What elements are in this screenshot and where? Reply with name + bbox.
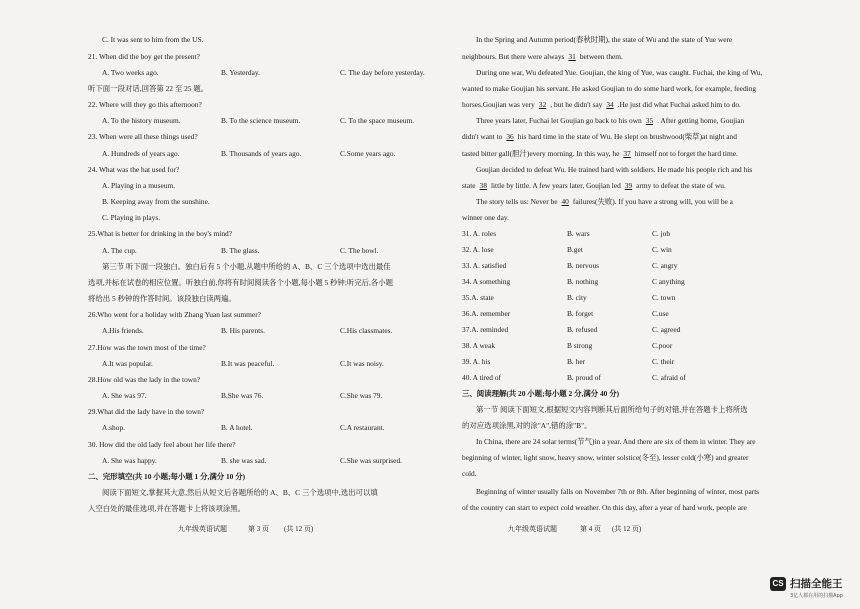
passage-line: tasted bitter gall(胆汁)every morning. In this way, he 37 himself not to forget the hard time. [462, 149, 738, 158]
option-a: A. Playing in a museum. [102, 181, 176, 190]
option-b: B. Keeping away from the sunshine. [102, 197, 210, 206]
blank-40: 40 [561, 197, 569, 206]
part-heading: 三、阅读理解(共 20 小题;每小题 2 分,满分 40 分) [462, 389, 620, 398]
footer-page: 第 3 页 [248, 525, 269, 533]
question-21: 21. When did the boy get the present? [88, 52, 200, 61]
part-heading: 二、完形填空(共 10 小题;每小题 1 分,满分 10 分) [88, 472, 246, 481]
blank-39: 39 [624, 181, 633, 190]
option-c: C.His classmates. [340, 326, 393, 335]
option-a: A. Hundreds of years ago. [102, 149, 180, 158]
footer-page: 第 4 页 [580, 525, 601, 533]
option-b: B. she was sad. [221, 456, 267, 465]
cloze-option-c: C anything [652, 277, 685, 286]
cloze-option-c: C. their [652, 357, 675, 366]
passage-line: neighbours. But there were always 31 between them. [462, 52, 623, 61]
instruction-line: 第一节 阅读下面短文,根据短文内容判断其后面所给句子的对错,并在答题卡上将所选 [476, 405, 748, 414]
cloze-option-a: 34. A something [462, 277, 511, 286]
option-b: B. A hotel. [221, 423, 253, 432]
passage-line: horses.Goujian was very 32 , but he didn't say 34 .He just did what Fuchai asked him to do. [462, 100, 741, 109]
passage-line: winner one day. [462, 213, 509, 222]
blank-34: 34 [606, 100, 614, 109]
passage-line: During one war, Wu defeated Yue. Goujian, the king of Yue, was caught. Fuchai, the king of Wu, [476, 68, 763, 77]
logo-name: 扫描全能王 [790, 578, 843, 590]
option-b: B. Thousands of years ago. [221, 149, 302, 158]
cloze-option-b: B. nothing [567, 277, 599, 286]
question-24: 24. What was the hat used for? [88, 165, 180, 174]
passage-line: In China, there are 24 solar terms(节气)in a year. And there are six of them in winter. They are [476, 437, 756, 446]
question-23: 23. When were all these things used? [88, 132, 198, 141]
cloze-option-a: 38. A weak [462, 341, 496, 350]
option-c: C.Some years ago. [340, 149, 396, 158]
blank-35: 35 [645, 116, 654, 125]
cloze-option-a: 33. A. satisfied [462, 261, 507, 270]
cloze-option-c: C. agreed [652, 325, 681, 334]
passage-line: state 38 little by little. A few years later, Goujian led 39 army to defeat the state of wu. [462, 181, 726, 190]
cloze-option-c: C. angry [652, 261, 678, 270]
cloze-option-b: B strong [567, 341, 593, 350]
option-a: A.His friends. [102, 326, 144, 335]
option-b: B. To the science museum. [221, 116, 301, 125]
question-30: 30. How did the old lady feel about her life there? [88, 440, 236, 449]
cloze-option-c: C.use [652, 309, 669, 318]
cloze-option-c: C. win [652, 245, 672, 254]
cloze-option-c: C. job [652, 229, 671, 238]
option-b: B.She was 76. [221, 391, 264, 400]
option-a: A. She was happy. [102, 456, 157, 465]
cloze-option-a: 36.A. remember [462, 309, 511, 318]
instruction-line: 阅读下面短文,掌握其大意,然后从短文后各题所给的 A、B、C 三个选项中,选出可以填 [102, 488, 378, 497]
option-a: A. She was 97. [102, 391, 147, 400]
cloze-option-a: 32. A. lose [462, 245, 494, 254]
option-b: B. His parents. [221, 326, 265, 335]
passage-line: cold. [462, 469, 477, 478]
instruction-line: 的对应选项涂黑,对的涂"A",错的涂"B"。 [462, 421, 592, 430]
option-c: C.She was surprised. [340, 456, 402, 465]
section-instruction: 将给出 5 秒钟的作答时间。该段独白读两遍。 [88, 294, 236, 303]
passage-line: beginning of winter, light snow, heavy snow, winter solstice(冬至), lesser cold(小寒) and greater [462, 453, 749, 462]
option-a: A. To the history museum. [102, 116, 181, 125]
question-27: 27.How was the town most of the time? [88, 343, 206, 352]
cloze-option-a: 31. A. roles [462, 229, 497, 238]
cloze-option-b: B. refused [567, 325, 598, 334]
blank-31: 31 [568, 52, 576, 61]
option-a: A. Two weeks ago. [102, 68, 159, 77]
passage-line: The story tells us: Never be 40 failures(失败). If you have a strong will, you will be a [476, 197, 733, 206]
option-line: C. It was sent to him from the US. [102, 35, 204, 44]
option-b: B. The glass. [221, 246, 260, 255]
cloze-option-a: 37.A. reminded [462, 325, 509, 334]
cloze-option-b: B. forget [567, 309, 594, 318]
instruction-line: 入空白处的最佳选项,并在答题卡上将该项涂黑。 [88, 504, 246, 513]
question-29: 29.What did the lady have in the town? [88, 407, 205, 416]
passage-line: Three years later, Fuchai let Goujian go back to his own 35 . After getting home, Goujian [476, 116, 745, 125]
section-instruction: 听下面一段对话,回答第 22 至 25 题。 [88, 84, 209, 93]
option-a: A.It was popular. [102, 359, 153, 368]
cloze-option-c: C. town [652, 293, 676, 302]
cloze-option-b: B. nervous [567, 261, 600, 270]
passage-line: didn't want to 36 his hard time in the state of Wu. He slept on brushwood(柴草)at night and [462, 132, 737, 141]
footer-title: 九年级英语试题 [178, 525, 227, 533]
option-c: C. The day before yesterday. [340, 68, 425, 77]
question-25: 25.What is better for drinking in the boy's mind? [88, 229, 232, 238]
footer-title: 九年级英语试题 [508, 525, 557, 533]
option-a: A. The cup. [102, 246, 137, 255]
passage-line: In the Spring and Autumn period(春秋时期), the state of Wu and the state of Yue were [476, 35, 733, 44]
cloze-option-c: C. afraid of [652, 373, 686, 382]
option-b: B. Yesterday. [221, 68, 260, 77]
logo-tagline: 3亿人都在用的扫描App [790, 593, 843, 599]
question-22: 22. Where will they go this afternoon? [88, 100, 202, 109]
option-c: C. The bowl. [340, 246, 379, 255]
option-c: C.It was noisy. [340, 359, 384, 368]
option-c: C.A restaurant. [340, 423, 385, 432]
blank-32: 32 [538, 100, 547, 109]
question-26: 26.Who went for a holiday with Zhang Yuan last summer? [88, 310, 261, 319]
passage-line: Goujian decided to defeat Wu. He trained hard with soldiers. He made his people rich and his [476, 165, 753, 174]
option-b: B.It was peaceful. [221, 359, 275, 368]
cloze-option-a: 39. A. his [462, 357, 491, 366]
option-c: C.She was 79. [340, 391, 383, 400]
blank-38: 38 [479, 181, 487, 190]
cloze-option-b: B.get [567, 245, 583, 254]
cloze-option-b: B. city [567, 293, 587, 302]
section-instruction: 第三节 听下面一段独白。独白后有 5 个小题,从题中所给的 A、B、C 三个选项中选出最佳 [102, 262, 391, 271]
cloze-option-a: 40. A tired of [462, 373, 502, 382]
passage-line: Beginning of winter usually falls on November 7th or 8th. After beginning of winter, most parts [476, 487, 760, 496]
cs-logo-icon: CS [770, 577, 786, 591]
cloze-option-c: C.poor [652, 341, 673, 350]
section-instruction: 选项,并标在试卷的相应位置。听独白前,你将有时间阅读各个小题,每小题 5 秒钟;听完后,各小题 [88, 278, 394, 287]
option-c: C. To the space museum. [340, 116, 415, 125]
option-c: C. Playing in plays. [102, 213, 161, 222]
cloze-option-b: B. proud of [567, 373, 601, 382]
footer-total: (共 12 页) [612, 525, 642, 533]
cloze-option-b: B. her [567, 357, 586, 366]
cloze-option-a: 35.A. state [462, 293, 494, 302]
blank-37: 37 [623, 149, 631, 158]
scanner-logo [770, 576, 843, 591]
option-a: A.shop. [102, 423, 125, 432]
cloze-option-b: B. wars [567, 229, 590, 238]
footer-total: (共 12 页) [284, 525, 314, 533]
passage-line: of the country can start to expect cold weather. On this day, after a year of hard work, people are [462, 503, 747, 512]
blank-36: 36 [506, 132, 514, 141]
question-28: 28.How old was the lady in the town? [88, 375, 201, 384]
passage-line: wanted to make Goujian his servant. He asked Goujian to do some hard work, for example, feeding [462, 84, 757, 93]
